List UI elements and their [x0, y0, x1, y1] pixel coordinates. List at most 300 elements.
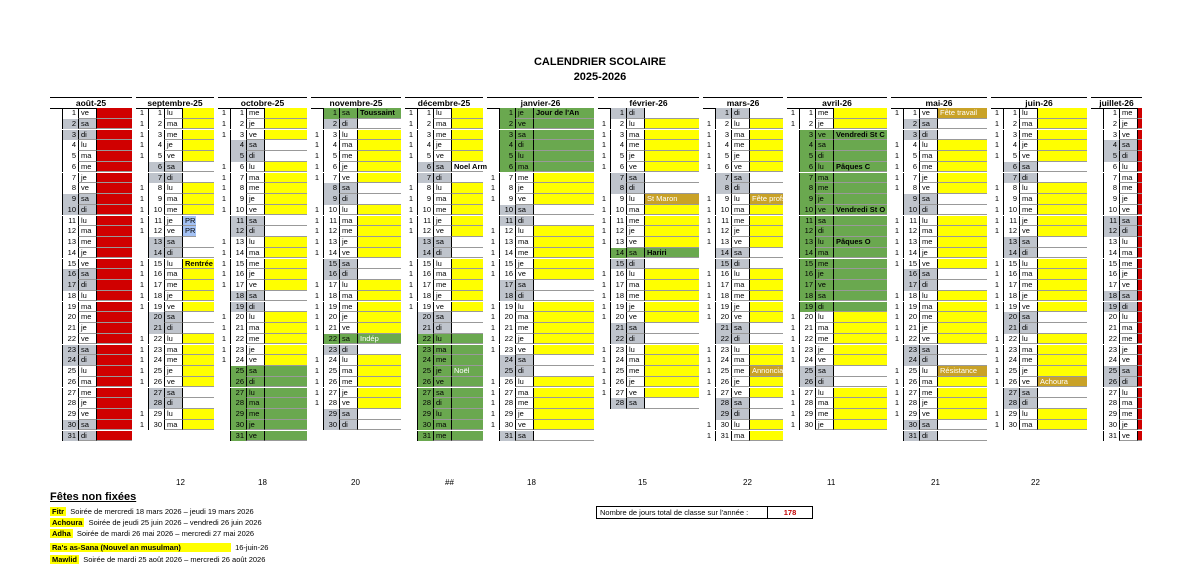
day-number: 25 [1003, 366, 1019, 377]
weekday-label: di [339, 345, 357, 356]
month-class-count: 18 [527, 478, 536, 487]
day-fill [1137, 302, 1142, 313]
day-number: 6 [148, 162, 164, 173]
class-day-count: 1 [490, 376, 496, 386]
weekday-label: ma [433, 269, 451, 280]
day-number: 17 [499, 280, 515, 291]
class-day-count: 1 [706, 344, 712, 354]
day-fill [937, 130, 987, 141]
weekday-label: sa [731, 323, 749, 334]
weekday-label: ma [1119, 248, 1137, 259]
weekday-label: ma [731, 280, 749, 291]
weekday-label: sa [78, 420, 96, 431]
weekday-label: sa [164, 312, 182, 323]
day-fill [357, 355, 401, 366]
day-number: 2 [903, 119, 919, 130]
weekday-label: sa [78, 345, 96, 356]
day-number: 31 [903, 431, 919, 442]
class-day-count: 1 [894, 183, 900, 193]
day-fill [1037, 345, 1087, 356]
weekday-label: me [433, 431, 451, 442]
class-day-count: 1 [314, 323, 320, 332]
weekday-label: lu [1019, 108, 1037, 119]
day-number: 28 [610, 398, 626, 409]
day-fill [264, 259, 307, 270]
day-fill [533, 398, 594, 409]
day-fill [533, 183, 594, 194]
weekday-label: ve [78, 409, 96, 420]
class-day-count: 1 [408, 183, 414, 193]
class-day-count: 1 [221, 183, 227, 193]
class-day-count: 1 [314, 247, 320, 257]
weekday-label: ve [626, 312, 644, 323]
weekday-label: ma [815, 398, 833, 409]
day-fill [1137, 151, 1142, 162]
day-fill [1037, 119, 1087, 130]
day-fill [451, 334, 483, 345]
month-header: septembre-25 [136, 97, 214, 109]
day-number: 26 [62, 377, 78, 388]
day-number: 29 [903, 409, 919, 420]
day-number: 9 [1103, 194, 1119, 205]
weekday-label: sa [433, 312, 451, 323]
class-day-count: 1 [706, 129, 712, 139]
class-day-count: 1 [706, 312, 712, 322]
weekday-label: je [919, 323, 937, 334]
day-fill [1137, 409, 1142, 420]
day-number: 29 [1103, 409, 1119, 420]
weekday-label: me [815, 259, 833, 270]
class-day-count: 1 [601, 387, 607, 397]
class-day-count: 1 [994, 204, 1000, 214]
class-day-count: 1 [221, 118, 227, 128]
weekday-label: ma [246, 248, 264, 259]
weekday-label: me [626, 140, 644, 151]
day-number: 8 [715, 183, 731, 194]
weekday-label: lu [1019, 409, 1037, 420]
day-number: 31 [715, 431, 731, 442]
day-number: 27 [610, 388, 626, 399]
weekday-label: sa [339, 409, 357, 420]
day-number: 4 [62, 140, 78, 151]
class-day-count: 1 [790, 323, 796, 332]
day-fill [644, 226, 699, 237]
day-fill [182, 237, 214, 248]
class-day-count: 1 [706, 376, 712, 386]
day-number: 1 [417, 108, 433, 119]
weekday-label: ma [1019, 194, 1037, 205]
day-number: 22 [499, 334, 515, 345]
class-day-count: 1 [994, 344, 1000, 354]
day-fill [749, 237, 783, 248]
day-number: 26 [1103, 377, 1119, 388]
weekday-label: di [626, 108, 644, 119]
day-fill [451, 291, 483, 302]
weekday-label: me [919, 237, 937, 248]
day-number: 25 [148, 366, 164, 377]
day-number: 5 [499, 151, 515, 162]
day-number: 11 [610, 216, 626, 227]
day-fill [937, 237, 987, 248]
day-number: 13 [1103, 237, 1119, 248]
weekday-label: di [164, 323, 182, 334]
day-number: 14 [715, 248, 731, 259]
class-day-count: 1 [314, 129, 320, 139]
weekday-label: me [1019, 280, 1037, 291]
weekday-label: sa [339, 183, 357, 194]
day-number: 18 [499, 291, 515, 302]
day-number: 20 [323, 312, 339, 323]
class-day-count: 1 [601, 312, 607, 322]
day-number: 7 [417, 173, 433, 184]
day-number: 9 [323, 194, 339, 205]
weekday-label: lu [626, 345, 644, 356]
day-number: 19 [1103, 302, 1119, 313]
weekday-label: ma [515, 312, 533, 323]
weekday-label: di [433, 398, 451, 409]
class-day-count: 1 [408, 215, 414, 225]
weekday-label: je [433, 291, 451, 302]
weekday-label: me [815, 183, 833, 194]
month-header: juillet-26 [1091, 97, 1142, 109]
weekday-label: sa [1119, 140, 1137, 151]
weekday-label: me [339, 302, 357, 313]
weekday-label: ve [1119, 355, 1137, 366]
weekday-label: sa [515, 355, 533, 366]
day-fill [451, 355, 483, 366]
weekday-label: lu [1119, 237, 1137, 248]
day-fill [749, 226, 783, 237]
day-number: 12 [230, 226, 246, 237]
class-day-count: 1 [706, 140, 712, 150]
day-fill [1037, 226, 1087, 237]
day-fill [182, 194, 214, 205]
weekday-label: me [731, 291, 749, 302]
weekday-label: me [1119, 108, 1137, 119]
class-day-count: 1 [221, 194, 227, 203]
class-day-count: 1 [790, 312, 796, 322]
day-number: 8 [799, 183, 815, 194]
day-fill [833, 312, 887, 323]
weekday-label: ve [731, 237, 749, 248]
day-number: 28 [62, 398, 78, 409]
day-number: 16 [148, 269, 164, 280]
total-school-days: Nombre de jours total de classe sur l'année : 178 [596, 506, 813, 519]
day-fill [833, 409, 887, 420]
weekday-label: me [433, 130, 451, 141]
weekday-label: sa [246, 140, 264, 151]
weekday-label: lu [1019, 259, 1037, 270]
day-fill [357, 216, 401, 227]
day-number: 14 [1103, 248, 1119, 259]
day-number: 12 [1003, 226, 1019, 237]
weekday-label: sa [78, 194, 96, 205]
class-day-count: 1 [139, 194, 145, 203]
day-number: 29 [148, 409, 164, 420]
day-fill [182, 409, 214, 420]
weekday-label: me [246, 409, 264, 420]
class-day-count: 1 [994, 409, 1000, 418]
day-number: 6 [799, 162, 815, 173]
weekday-label: me [919, 388, 937, 399]
day-number: 18 [715, 291, 731, 302]
class-day-count: 1 [790, 398, 796, 408]
weekday-label: ma [339, 366, 357, 377]
day-number: 17 [62, 280, 78, 291]
class-day-count: 1 [706, 290, 712, 300]
class-day-count: 1 [790, 409, 796, 418]
day-fill [357, 388, 401, 399]
day-number: 24 [62, 355, 78, 366]
day-fill [264, 355, 307, 366]
weekday-label: lu [815, 388, 833, 399]
day-number: 5 [1103, 151, 1119, 162]
day-fill [357, 312, 401, 323]
day-fill [937, 259, 987, 270]
class-day-count: 1 [314, 387, 320, 397]
month-class-count: 15 [638, 478, 647, 487]
day-fill [749, 431, 783, 442]
weekday-label: ve [78, 183, 96, 194]
day-fill [1137, 108, 1142, 119]
weekday-label: di [815, 151, 833, 162]
class-day-count: 1 [408, 258, 414, 268]
class-day-count: 1 [490, 269, 496, 279]
class-day-count: 1 [408, 194, 414, 203]
title: CALENDRIER SCOLAIRE [533, 56, 666, 68]
day-fill [833, 420, 887, 431]
day-fill [833, 302, 887, 313]
class-day-count: 1 [894, 312, 900, 322]
day-fill [644, 312, 699, 323]
weekday-label: di [78, 205, 96, 216]
class-day-count: 1 [314, 161, 320, 171]
day-number: 16 [1003, 269, 1019, 280]
weekday-label: ma [164, 269, 182, 280]
weekday-label: sa [246, 366, 264, 377]
weekday-label: ma [433, 345, 451, 356]
class-day-count: 1 [490, 183, 496, 193]
class-day-count: 1 [139, 280, 145, 289]
weekday-label: ma [815, 173, 833, 184]
day-fill [533, 334, 594, 345]
day-number: 3 [230, 130, 246, 141]
day-number: 28 [230, 398, 246, 409]
class-day-count: 1 [994, 140, 1000, 150]
day-fill [357, 409, 401, 420]
day-fill [749, 291, 783, 302]
day-number: 26 [417, 377, 433, 388]
weekday-label: je [339, 312, 357, 323]
day-fill [833, 366, 887, 377]
day-fill [644, 151, 699, 162]
weekday-label: ve [246, 130, 264, 141]
day-fill [644, 345, 699, 356]
class-day-count: 1 [994, 290, 1000, 300]
day-fill [1137, 291, 1142, 302]
weekday-label: je [815, 194, 833, 205]
day-number: 9 [610, 194, 626, 205]
day-number: 20 [230, 312, 246, 323]
weekday-label: di [78, 130, 96, 141]
weekday-label: sa [164, 162, 182, 173]
day-number: 28 [417, 398, 433, 409]
day-fill [1037, 162, 1087, 173]
day-number: 1 [903, 108, 919, 119]
day-fill [96, 183, 132, 194]
day-fill [1137, 269, 1142, 280]
weekday-label: di [731, 108, 749, 119]
class-day-count: 1 [601, 366, 607, 375]
class-day-count: 1 [139, 290, 145, 300]
weekday-label: me [433, 280, 451, 291]
day-fill [644, 398, 699, 409]
weekday-label: me [433, 205, 451, 216]
day-number: 17 [715, 280, 731, 291]
class-day-count: 1 [601, 161, 607, 171]
weekday-label: sa [626, 398, 644, 409]
day-number: 10 [715, 205, 731, 216]
weekday-label: ve [164, 226, 182, 237]
day-fill [644, 162, 699, 173]
weekday-label: sa [515, 205, 533, 216]
day-fill [264, 280, 307, 291]
weekday-label: ve [919, 409, 937, 420]
weekday-label: me [78, 312, 96, 323]
day-number: 22 [1003, 334, 1019, 345]
day-fill [937, 377, 987, 388]
weekday-label: lu [919, 291, 937, 302]
day-fill [1137, 194, 1142, 205]
day-fill: Toussaint [357, 108, 401, 119]
day-number: 4 [499, 140, 515, 151]
weekday-label: me [815, 108, 833, 119]
day-fill [357, 323, 401, 334]
day-number: 9 [148, 194, 164, 205]
day-fill [833, 259, 887, 270]
day-fill [264, 409, 307, 420]
class-day-count: 1 [706, 301, 712, 311]
class-day-count: 1 [139, 355, 145, 365]
day-fill [451, 302, 483, 313]
day-number: 23 [62, 345, 78, 356]
day-number: 4 [323, 140, 339, 151]
class-day-count: 1 [706, 215, 712, 225]
weekday-label: me [919, 312, 937, 323]
day-fill [451, 173, 483, 184]
day-number: 26 [799, 377, 815, 388]
weekday-label: di [731, 183, 749, 194]
day-number: 3 [62, 130, 78, 141]
day-number: 20 [610, 312, 626, 323]
weekday-label: sa [515, 431, 533, 442]
weekday-label: di [246, 302, 264, 313]
day-number: 4 [610, 140, 626, 151]
day-fill [264, 162, 307, 173]
day-number: 7 [715, 173, 731, 184]
day-number: 4 [903, 140, 919, 151]
day-number: 8 [1103, 183, 1119, 194]
day-number: 5 [62, 151, 78, 162]
weekday-label: ma [919, 151, 937, 162]
day-fill [1137, 420, 1142, 431]
day-fill [533, 409, 594, 420]
day-number: 13 [903, 237, 919, 248]
weekday-label: di [515, 216, 533, 227]
day-number: 28 [148, 398, 164, 409]
weekday-label: je [78, 173, 96, 184]
day-fill [937, 248, 987, 259]
day-number: 5 [417, 151, 433, 162]
day-fill [182, 355, 214, 366]
class-day-count: 1 [790, 419, 796, 429]
day-number: 18 [323, 291, 339, 302]
weekday-label: ve [433, 302, 451, 313]
weekday-label: me [731, 140, 749, 151]
day-fill: Fête profs [749, 194, 783, 205]
day-fill [1037, 194, 1087, 205]
weekday-label: ve [246, 205, 264, 216]
day-fill [1037, 173, 1087, 184]
month-header: février-26 [598, 97, 699, 109]
class-day-count: 1 [706, 419, 712, 429]
class-day-count: 1 [490, 387, 496, 397]
day-number: 19 [715, 302, 731, 313]
weekday-label: me [626, 291, 644, 302]
day-fill [357, 140, 401, 151]
weekday-label: lu [164, 334, 182, 345]
class-day-count: 1 [139, 419, 145, 429]
weekday-label: di [164, 173, 182, 184]
day-number: 20 [799, 312, 815, 323]
weekday-label: ma [815, 248, 833, 259]
day-number: 23 [417, 345, 433, 356]
month-header: avril-26 [787, 97, 887, 109]
class-day-count: 1 [894, 290, 900, 300]
weekday-label: je [515, 259, 533, 270]
weekday-label: ve [1119, 130, 1137, 141]
day-fill [96, 259, 132, 270]
day-fill [96, 323, 132, 334]
weekday-label: lu [433, 259, 451, 270]
weekday-label: sa [815, 216, 833, 227]
class-day-count: 1 [221, 344, 227, 354]
weekday-label: ma [1019, 119, 1037, 130]
day-fill [357, 420, 401, 431]
day-number: 3 [417, 130, 433, 141]
weekday-label: ve [919, 183, 937, 194]
weekday-label: di [626, 259, 644, 270]
day-fill [264, 323, 307, 334]
day-number: 15 [62, 259, 78, 270]
day-number: 5 [1003, 151, 1019, 162]
day-number: 19 [799, 302, 815, 313]
class-day-count: 1 [994, 258, 1000, 268]
weekday-label: ma [626, 355, 644, 366]
day-fill [451, 323, 483, 334]
weekday-label: ma [246, 398, 264, 409]
day-number: 27 [62, 388, 78, 399]
class-day-count: 1 [894, 247, 900, 257]
day-fill [96, 334, 132, 345]
day-fill [96, 194, 132, 205]
day-number: 2 [715, 119, 731, 130]
weekday-label: me [339, 226, 357, 237]
day-number: 22 [799, 334, 815, 345]
day-fill [451, 119, 483, 130]
weekday-label: je [246, 420, 264, 431]
day-number: 18 [148, 291, 164, 302]
